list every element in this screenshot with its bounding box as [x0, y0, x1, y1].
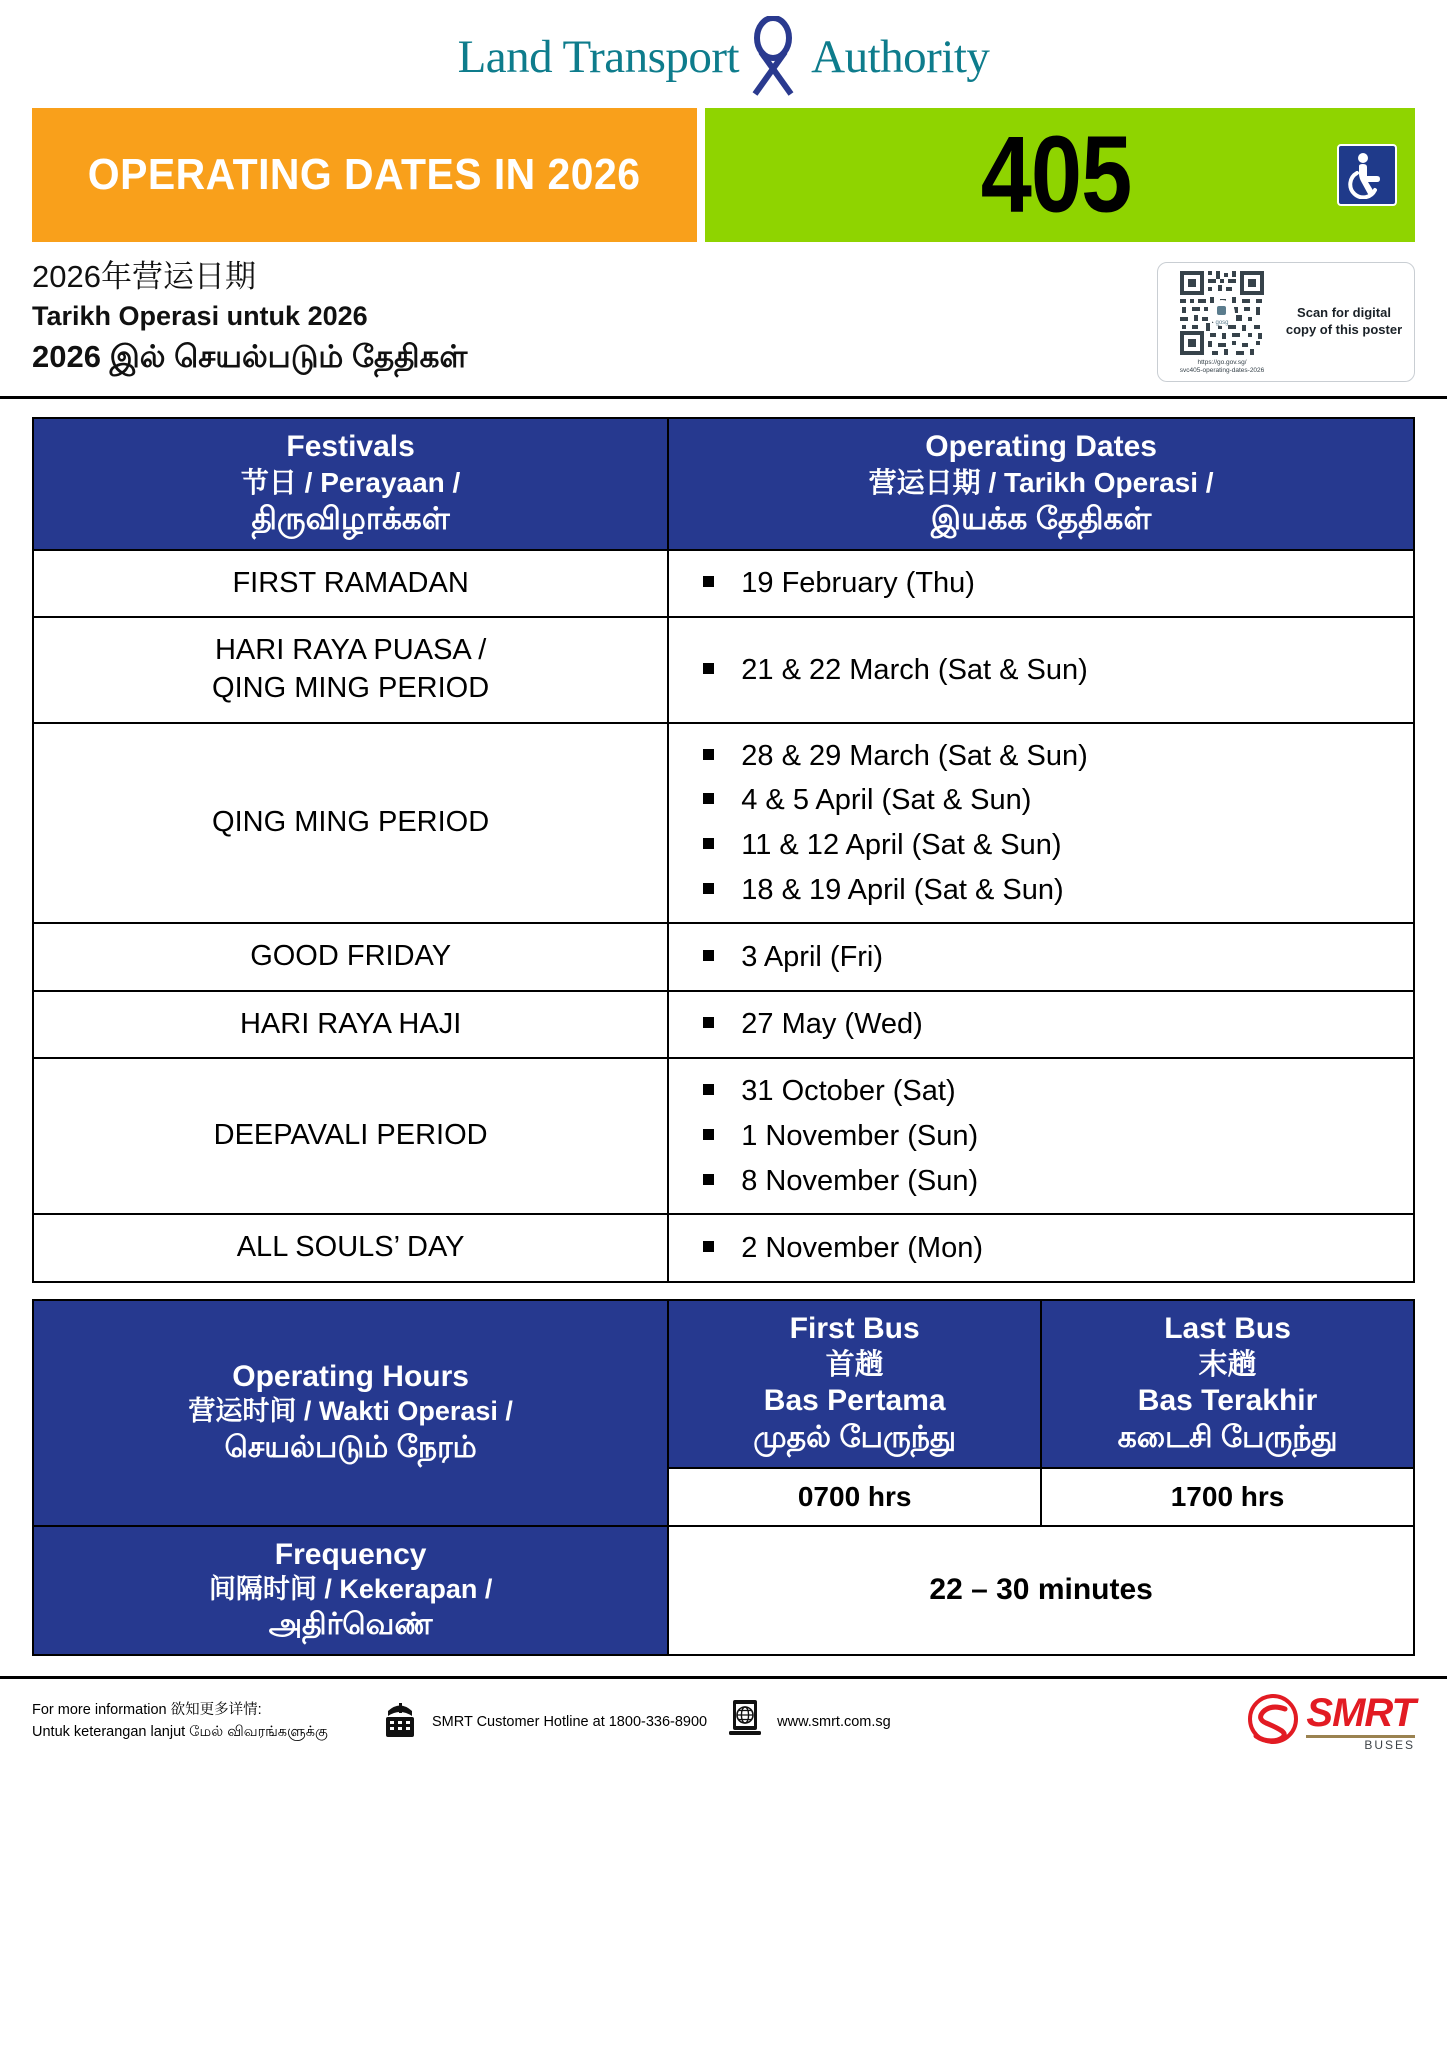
- telephone-icon: [380, 1697, 420, 1746]
- service-number: 405: [980, 114, 1132, 236]
- smrt-logo: [1247, 1690, 1415, 1752]
- poster-title: OPERATING DATES IN 2026: [88, 150, 641, 199]
- footer-hotline: [380, 1697, 707, 1746]
- operating-dates-cell: [668, 1058, 1414, 1214]
- date-item: 31 October (Sat): [695, 1069, 1405, 1114]
- operating-dates-cell: [668, 723, 1414, 923]
- operating-hours-table: [32, 1299, 1415, 1656]
- date-item: 19 February (Thu): [695, 561, 1405, 606]
- smrt-brand-name: SMRT: [1306, 1690, 1415, 1735]
- header-festivals-en: Festivals: [286, 430, 415, 463]
- table-row: [33, 923, 1414, 991]
- operating-dates-cell: [668, 1214, 1414, 1282]
- subtitle-chinese: 2026年营运日期: [32, 259, 256, 294]
- date-item: 11 & 12 April (Sat & Sun): [695, 823, 1405, 868]
- table-header-row: [33, 418, 1414, 550]
- smrt-mark-icon: [1247, 1693, 1299, 1750]
- qr-left: [1168, 269, 1276, 375]
- header-dates: [668, 418, 1414, 550]
- date-list: [695, 1226, 1405, 1271]
- frequency-ta: அதிர்வெண்: [268, 1608, 433, 1642]
- hotline-text: SMRT Customer Hotline at 1800-336-8900: [432, 1713, 708, 1730]
- banner-row: [32, 108, 1415, 242]
- date-item: 27 May (Wed): [695, 1002, 1405, 1047]
- last-bus-value: 1700 hrs: [1041, 1468, 1414, 1526]
- operating-hours-label: [33, 1300, 668, 1526]
- festival-name: HARI RAYA PUASA / QING MING PERIOD: [33, 617, 668, 722]
- last-bus-zh: 末趟: [1198, 1348, 1257, 1381]
- hours-header-row: [33, 1300, 1414, 1468]
- operating-dates-cell: [668, 991, 1414, 1059]
- operating-dates-cell: [668, 550, 1414, 618]
- last-bus-en: Last Bus: [1164, 1311, 1291, 1345]
- smrt-brand-sub: BUSES: [1364, 1737, 1415, 1752]
- qr-url-line1: https://go.gov.sg/: [1197, 358, 1247, 366]
- qr-url-line2: svc405-operating-dates-2026: [1179, 367, 1265, 374]
- svg-text:gosg: gosg: [1215, 319, 1229, 326]
- header-festivals-ta: திருவிழாக்கள்: [251, 501, 450, 536]
- date-list: [695, 935, 1405, 980]
- first-bus-en: First Bus: [789, 1311, 920, 1345]
- header-dates-en: Operating Dates: [925, 430, 1157, 463]
- footer-website[interactable]: [725, 1697, 891, 1746]
- qr-code-icon: [1178, 269, 1266, 357]
- date-item: 2 November (Mon): [695, 1226, 1405, 1271]
- website-text: www.smrt.com.sg: [777, 1713, 891, 1730]
- lta-logo: [0, 0, 1447, 100]
- first-bus-value: 0700 hrs: [668, 1468, 1041, 1526]
- date-item: 28 & 29 March (Sat & Sun): [695, 734, 1405, 779]
- header-festivals-zh-ms: 节日 / Perayaan /: [240, 467, 461, 498]
- operating-dates-table: [32, 417, 1415, 1283]
- logo-text-right: Authority: [811, 30, 990, 83]
- festival-name: QING MING PERIOD: [33, 723, 668, 923]
- date-list: [695, 561, 1405, 606]
- frequency-row: [33, 1526, 1414, 1655]
- frequency-zh-ms: 间隔时间 / Kekerapan /: [208, 1573, 493, 1604]
- qr-card[interactable]: [1157, 262, 1415, 382]
- table-row: [33, 1058, 1414, 1214]
- operating-dates-cell: [668, 923, 1414, 991]
- subtitle-tamil: 2026 இல் செயல்படும் தேதிகள்: [32, 338, 468, 374]
- table-row: [33, 991, 1414, 1059]
- laptop-globe-icon: [725, 1697, 765, 1746]
- date-list: [695, 648, 1405, 693]
- subtitles: [32, 258, 1157, 378]
- date-item: 18 & 19 April (Sat & Sun): [695, 868, 1405, 913]
- subtitle-row: [32, 258, 1415, 382]
- qr-note: Scan for digital copy of this poster: [1285, 305, 1403, 337]
- festival-name: ALL SOULS’ DAY: [33, 1214, 668, 1282]
- date-item: 21 & 22 March (Sat & Sun): [695, 648, 1405, 693]
- festival-name: FIRST RAMADAN: [33, 550, 668, 618]
- header-divider: [0, 396, 1447, 399]
- first-bus-label: [668, 1300, 1041, 1468]
- header-festivals: [33, 418, 668, 550]
- operating-hours-ta: செயல்படும் நேரம்: [224, 1430, 477, 1464]
- last-bus-ta: கடைசி பேருந்து: [1117, 1421, 1338, 1455]
- festival-name: HARI RAYA HAJI: [33, 991, 668, 1059]
- operating-dates-table-wrap: [32, 417, 1415, 1656]
- frequency-label: [33, 1526, 668, 1655]
- title-banner: [32, 108, 697, 242]
- last-bus-ms: Bas Terakhir: [1137, 1384, 1318, 1418]
- smrt-wordmark: [1306, 1690, 1415, 1752]
- frequency-en: Frequency: [274, 1537, 427, 1571]
- footer-info-line1: For more information 欲知更多详情:: [32, 1702, 262, 1719]
- lta-ribbon-icon: [741, 16, 805, 98]
- subtitle-malay: Tarikh Operasi untuk 2026: [32, 300, 368, 331]
- last-bus-label: [1041, 1300, 1414, 1468]
- date-list: [695, 1002, 1405, 1047]
- table-row: [33, 617, 1414, 722]
- festival-name: GOOD FRIDAY: [33, 923, 668, 991]
- date-list: [695, 1069, 1405, 1203]
- festival-name: DEEPAVALI PERIOD: [33, 1058, 668, 1214]
- date-item: 4 & 5 April (Sat & Sun): [695, 778, 1405, 823]
- header-dates-ta: இயக்க தேதிகள்: [930, 501, 1152, 536]
- table-row: [33, 1214, 1414, 1282]
- table-row: [33, 723, 1414, 923]
- footer-info: [32, 1700, 362, 1744]
- date-item: 1 November (Sun): [695, 1114, 1405, 1159]
- table-body: [33, 550, 1414, 1282]
- table-row: [33, 550, 1414, 618]
- date-item: 3 April (Fri): [695, 935, 1405, 980]
- date-item: 8 November (Sun): [695, 1159, 1405, 1204]
- date-list: [695, 734, 1405, 912]
- footer: [0, 1679, 1447, 1751]
- logo-text-left: Land Transport: [457, 30, 740, 83]
- operating-hours-en: Operating Hours: [232, 1360, 469, 1394]
- service-number-banner: [705, 108, 1415, 242]
- wheelchair-icon: [1337, 144, 1397, 206]
- frequency-value: 22 – 30 minutes: [668, 1526, 1414, 1655]
- first-bus-ta: முதல் பேருந்து: [753, 1421, 957, 1455]
- operating-dates-cell: [668, 617, 1414, 722]
- operating-hours-zh-ms: 营运时间 / Wakti Operasi /: [188, 1396, 513, 1427]
- qr-url: [1180, 359, 1265, 375]
- first-bus-zh: 首趟: [825, 1348, 884, 1381]
- first-bus-ms: Bas Pertama: [763, 1384, 946, 1418]
- footer-info-line2: Untuk keterangan lanjut மேல் விவரங்களுக்கு: [32, 1723, 328, 1740]
- header-dates-zh-ms: 营运日期 / Tarikh Operasi /: [868, 467, 1214, 498]
